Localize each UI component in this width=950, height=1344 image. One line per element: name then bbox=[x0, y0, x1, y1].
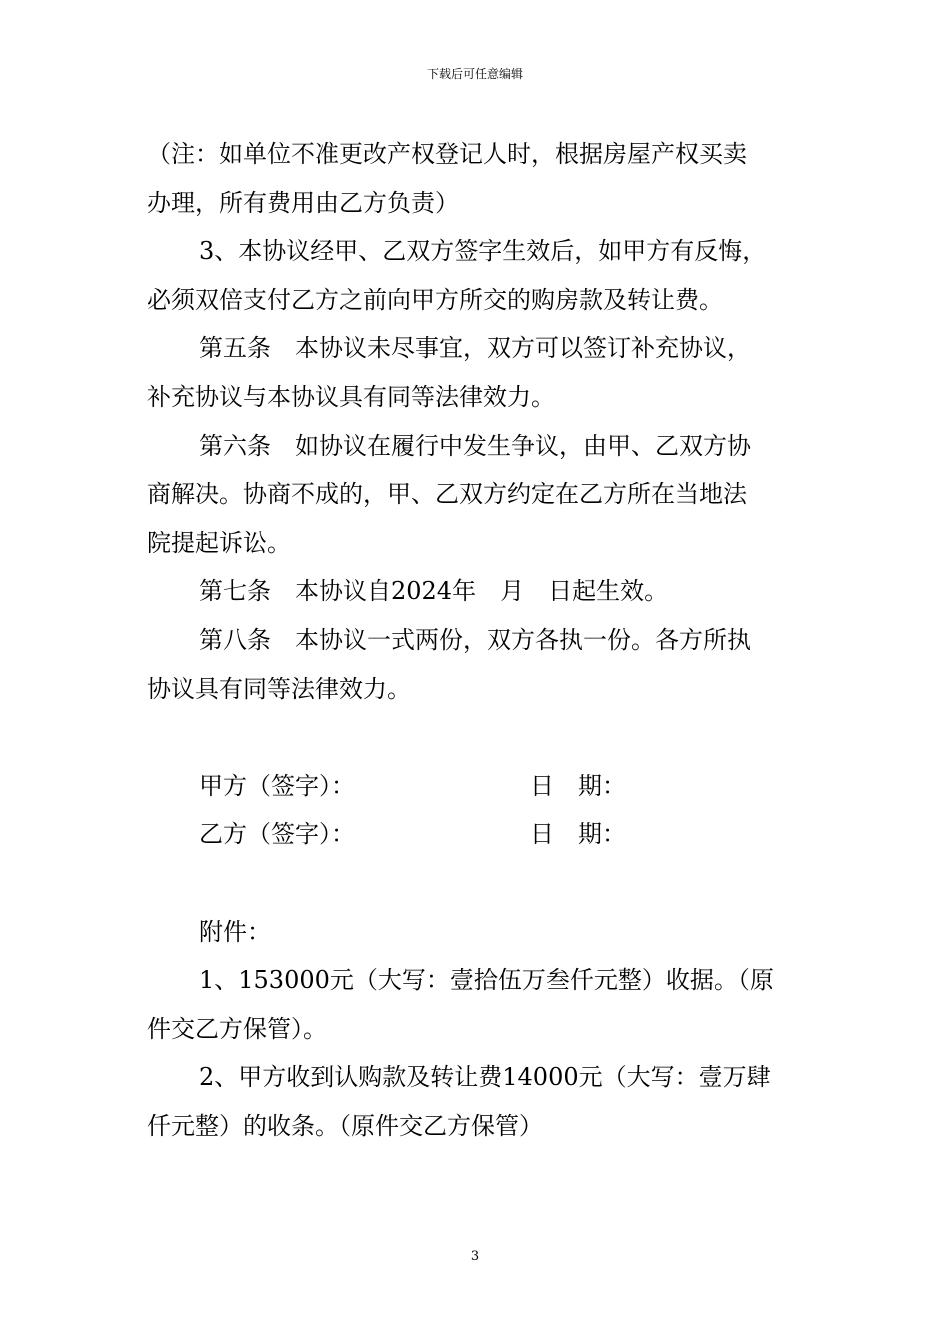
party-a-sign-label: 甲方（签字）： bbox=[199, 771, 355, 800]
article-6-line-1: 第六条 如协议在履行中发生争议，由甲、乙双方协 bbox=[199, 431, 751, 460]
attachment-1-line-1: 1、153000元（大写：壹拾伍万叁仟元整）收据。（原 bbox=[199, 966, 774, 995]
attachment-2-line-1: 2、甲方收到认购款及转让费14000元（大写：壹万肆 bbox=[199, 1063, 771, 1092]
document-body bbox=[147, 130, 807, 1150]
clause-3-line-1: 3、本协议经甲、乙双方签字生效后，如甲方有反悔， bbox=[199, 237, 767, 266]
article-8-line-1: 第八条 本协议一式两份，双方各执一份。各方所执 bbox=[199, 625, 751, 654]
party-b-date-label: 日 期： bbox=[530, 820, 626, 849]
note-line-2: 办理，所有费用由乙方负责） bbox=[147, 188, 459, 217]
party-a-date-label: 日 期： bbox=[530, 771, 626, 800]
attachment-1-line-2: 件交乙方保管）。 bbox=[147, 1014, 327, 1043]
article-6-line-3: 院提起诉讼。 bbox=[147, 528, 291, 557]
article-8-line-2: 协议具有同等法律效力。 bbox=[147, 674, 411, 703]
article-5-line-2: 补充协议与本协议具有同等法律效力。 bbox=[147, 382, 555, 411]
attachment-2-line-2: 仟元整）的收条。（原件交乙方保管） bbox=[147, 1111, 543, 1140]
spacer bbox=[147, 713, 807, 762]
party-b-sign-label: 乙方（签字）： bbox=[199, 820, 355, 849]
page-number: 3 bbox=[470, 1249, 480, 1264]
note-line-1: （注：如单位不准更改产权登记人时，根据房屋产权买卖 bbox=[147, 140, 747, 168]
clause-3-line-2: 必须双倍支付乙方之前向甲方所交的购房款及转让费。 bbox=[147, 285, 723, 314]
article-6-line-2: 商解决。协商不成的，甲、乙双方约定在乙方所在当地法 bbox=[147, 480, 747, 509]
article-5-line-1: 第五条 本协议未尽事宜，双方可以签订补充协议， bbox=[199, 334, 751, 363]
party-a-signature-row bbox=[147, 762, 807, 811]
page-header: 下载后可任意编辑 bbox=[426, 67, 523, 81]
article-7-line: 第七条 本协议自2024年 月 日起生效。 bbox=[199, 577, 669, 606]
attachments-title: 附件： bbox=[199, 917, 271, 946]
party-b-signature-row bbox=[147, 810, 807, 859]
spacer bbox=[147, 859, 807, 908]
